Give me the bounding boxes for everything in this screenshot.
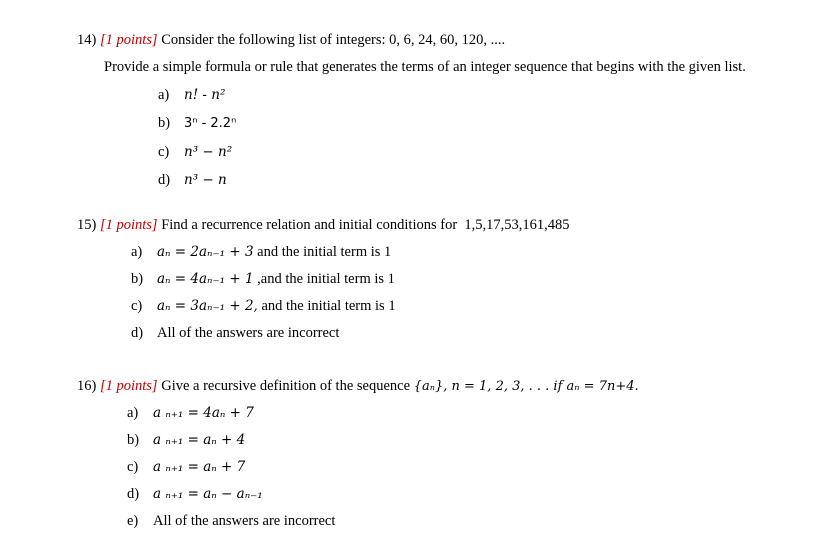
option-text: All of the answers are incorrect (157, 325, 340, 341)
question-number: 16) (77, 378, 97, 394)
option-text: 3ⁿ - 2.2ⁿ (184, 116, 237, 131)
q16-option-e[interactable]: e) All of the answers are incorrect (127, 513, 336, 529)
q15-option-c[interactable]: c) aₙ = 3aₙ₋₁ + 2, and the initial term is 1 (131, 298, 396, 314)
q16-option-a[interactable]: a) a ₙ₊₁ = 4aₙ + 7 (127, 405, 254, 421)
question-number: 14) (77, 32, 97, 48)
option-text: n³ − n (184, 172, 227, 188)
question-16-header (77, 377, 639, 396)
question-15-header (77, 216, 570, 234)
option-math: a ₙ₊₁ = aₙ + 7 (153, 459, 246, 475)
option-math: a ₙ₊₁ = aₙ + 4 (153, 432, 246, 448)
sequence-values: 1,5,17,53,161,485 (464, 217, 570, 233)
q15-option-a[interactable]: a) aₙ = 2aₙ₋₁ + 3 and the initial term is 1 (131, 244, 392, 260)
question-number: 15) (77, 217, 97, 233)
q14-option-a[interactable]: a) n! - n² (158, 87, 226, 103)
points-label: [1 points] (99, 378, 158, 394)
option-text: All of the answers are incorrect (153, 513, 336, 529)
option-math: a ₙ₊₁ = 4aₙ + 7 (153, 405, 254, 421)
option-text: and the initial term is 1 (257, 298, 396, 314)
q16-option-d[interactable]: d) a ₙ₊₁ = aₙ − aₙ₋₁ (127, 486, 263, 502)
q15-option-d[interactable]: d) All of the answers are incorrect (131, 325, 340, 341)
question-prompt: Consider the following list of integers: 0, 6, 24, 60, 120, .... (161, 32, 506, 48)
q14-option-b[interactable]: b) 3ⁿ - 2.2ⁿ (158, 115, 237, 131)
option-math: aₙ = 4aₙ₋₁ + 1 (157, 271, 254, 287)
question-14-instruction: Provide a simple formula or rule that generates the terms of an integer sequence that begins with the given list. (104, 59, 746, 75)
sequence-definition: {aₙ}, n = 1, 2, 3, . . . if aₙ = 7n+4. (413, 379, 639, 394)
option-text: ,and the initial term is 1 (253, 271, 395, 287)
option-text: and the initial term is 1 (253, 244, 392, 260)
question-14-header (77, 31, 505, 49)
question-prompt: Find a recurrence relation and initial conditions for (161, 217, 458, 233)
option-math: aₙ = 3aₙ₋₁ + 2, (157, 298, 258, 314)
q15-option-b[interactable]: b) aₙ = 4aₙ₋₁ + 1 ,and the initial term is 1 (131, 271, 395, 287)
q16-option-b[interactable]: b) a ₙ₊₁ = aₙ + 4 (127, 432, 246, 448)
q16-option-c[interactable]: c) a ₙ₊₁ = aₙ + 7 (127, 459, 246, 475)
q14-option-c[interactable]: c) n³ − n² (158, 144, 233, 160)
points-label: [1 points] (99, 217, 158, 233)
option-text: n³ − n² (184, 144, 233, 160)
option-math: aₙ = 2aₙ₋₁ + 3 (157, 244, 254, 260)
q14-option-d[interactable]: d) n³ − n (158, 172, 227, 188)
option-text: n! - n² (184, 87, 226, 103)
option-math: a ₙ₊₁ = aₙ − aₙ₋₁ (153, 486, 263, 502)
points-label: [1 points] (99, 32, 158, 48)
question-prompt: Give a recursive definition of the sequence (161, 378, 411, 394)
